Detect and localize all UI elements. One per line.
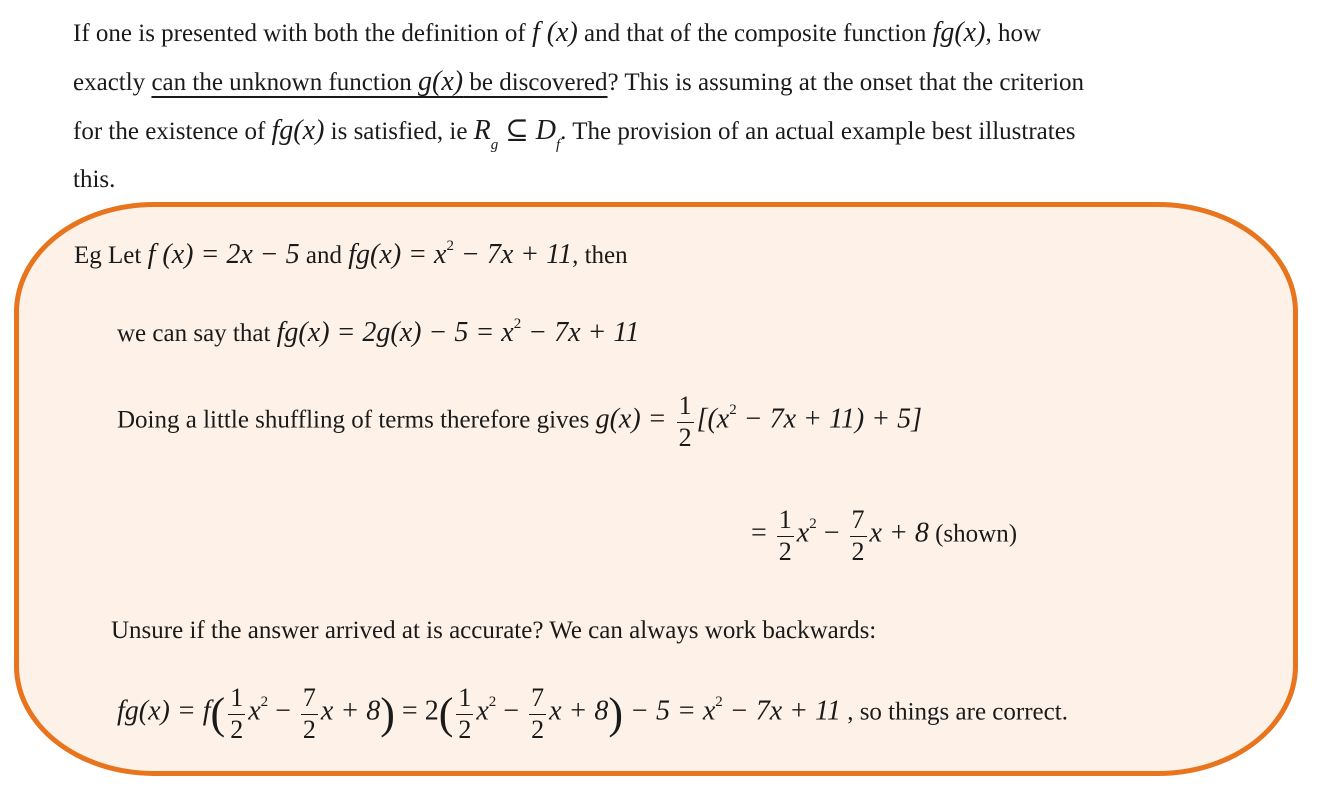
composite-equation: fg(x) = 2g(x) − 5 = x xyxy=(276,317,514,348)
minus-sign: − xyxy=(268,695,298,727)
right-paren: ) xyxy=(608,689,624,738)
example-text: Doing a little shuffling of terms therefore gives xyxy=(117,406,596,434)
denominator: 2 xyxy=(458,715,472,744)
denominator: 2 xyxy=(531,715,545,744)
subscript-f: f xyxy=(555,137,561,153)
check-rest: x + 8 xyxy=(549,695,609,727)
fraction-seven-halves xyxy=(301,685,318,743)
fraction-half xyxy=(777,507,794,565)
exponent: 2 xyxy=(809,516,817,533)
exponent: 2 xyxy=(446,237,454,254)
exponent: 2 xyxy=(488,694,497,711)
intro-line-4: this. xyxy=(73,166,116,193)
exponent: 2 xyxy=(729,402,737,419)
fraction-seven-halves xyxy=(529,685,546,743)
bracket-expression: [(x xyxy=(696,403,730,435)
exponent: 2 xyxy=(513,315,522,332)
fg-definition: fg(x) = x xyxy=(348,239,447,270)
intro-text: for the existence of xyxy=(73,118,272,145)
example-text: and xyxy=(299,242,349,269)
left-paren: ( xyxy=(438,689,454,738)
f-definition: f (x) = 2x − 5 xyxy=(147,239,300,270)
composite-equation-rest: − 7x + 11 xyxy=(521,317,640,348)
g-equation: g(x) = xyxy=(595,403,674,435)
fg-of-x: fg(x) xyxy=(932,17,986,48)
variable-x: x xyxy=(796,517,810,549)
unsure-line: Unsure if the answer arrived at is accurate? We can always work backwards: xyxy=(111,617,877,644)
intro-line-3 xyxy=(73,106,1293,155)
g-of-x: g(x) xyxy=(418,66,464,97)
numerator: 1 xyxy=(777,507,794,537)
check-tail-rest: − 7x + 11 xyxy=(722,695,841,727)
intro-text: and that of the composite function xyxy=(577,20,933,47)
example-text: we can say that xyxy=(117,320,277,347)
example-text: Eg Let xyxy=(74,242,148,269)
conclusion-text: , so things are correct. xyxy=(840,698,1068,726)
check-rest: x + 8 xyxy=(320,695,381,727)
intro-text: ? This is assuming at the onset that the criterion xyxy=(607,69,1085,96)
say-line xyxy=(117,317,639,349)
intro-line-2 xyxy=(73,57,1293,106)
denominator: 2 xyxy=(778,537,792,566)
example-box xyxy=(14,202,1298,776)
intro-text: exactly xyxy=(73,69,152,96)
intro-text: can the unknown function xyxy=(151,69,419,96)
subscript-g: g xyxy=(490,137,499,153)
shuffle-line xyxy=(117,393,922,451)
intro-text: If one is presented with both the definition of xyxy=(73,20,532,47)
intro-line-1 xyxy=(73,8,1293,57)
numerator: 1 xyxy=(677,393,694,423)
fg-of-x: fg(x) xyxy=(271,115,325,146)
intro-text: be discovered xyxy=(463,69,608,96)
variable-x: x xyxy=(248,695,261,727)
check-line xyxy=(117,685,1068,743)
equals-two: = 2 xyxy=(394,695,439,727)
numerator: 1 xyxy=(228,685,245,715)
check-tail: − 5 = x xyxy=(623,695,716,727)
bracket-expression-rest: − 7x + 11) + 5] xyxy=(736,403,922,435)
check-start: fg(x) = f xyxy=(117,695,211,727)
denominator: 2 xyxy=(678,423,692,452)
range-symbol: R xyxy=(473,115,491,146)
numerator: 1 xyxy=(456,685,473,715)
left-paren: ( xyxy=(210,689,226,738)
minus-sign: − xyxy=(816,517,847,549)
exponent: 2 xyxy=(260,694,269,711)
shown-label: (shown) xyxy=(928,520,1018,548)
numerator: 7 xyxy=(529,685,546,715)
fraction-half xyxy=(228,685,245,743)
result-rest: x + 8 xyxy=(869,517,929,549)
fraction-seven-halves xyxy=(850,507,867,565)
fraction-half xyxy=(677,393,694,451)
intro-text: is satisfied, ie xyxy=(324,118,474,145)
variable-x: x xyxy=(476,695,489,727)
minus-sign: − xyxy=(496,695,527,727)
intro-paragraph xyxy=(73,8,1293,204)
f-of-x: f (x) xyxy=(531,17,578,48)
denominator: 2 xyxy=(230,715,244,744)
fg-definition-rest: − 7x + 11 xyxy=(453,239,573,270)
example-text: , then xyxy=(572,242,628,269)
result-line xyxy=(751,507,1017,565)
exponent: 2 xyxy=(715,694,723,711)
intro-text: , how xyxy=(985,20,1041,47)
underlined-question xyxy=(151,66,608,97)
denominator: 2 xyxy=(851,537,865,566)
subset-symbol: ⊆ xyxy=(498,115,536,146)
equals-sign: = xyxy=(751,517,774,549)
domain-symbol: D xyxy=(535,115,556,146)
numerator: 7 xyxy=(850,507,867,537)
numerator: 7 xyxy=(301,685,318,715)
intro-text: . The provision of an actual example best illustrates xyxy=(560,118,1076,145)
fraction-half xyxy=(456,685,473,743)
right-paren: ) xyxy=(380,689,395,738)
denominator: 2 xyxy=(302,715,316,744)
example-intro-line xyxy=(74,239,628,271)
